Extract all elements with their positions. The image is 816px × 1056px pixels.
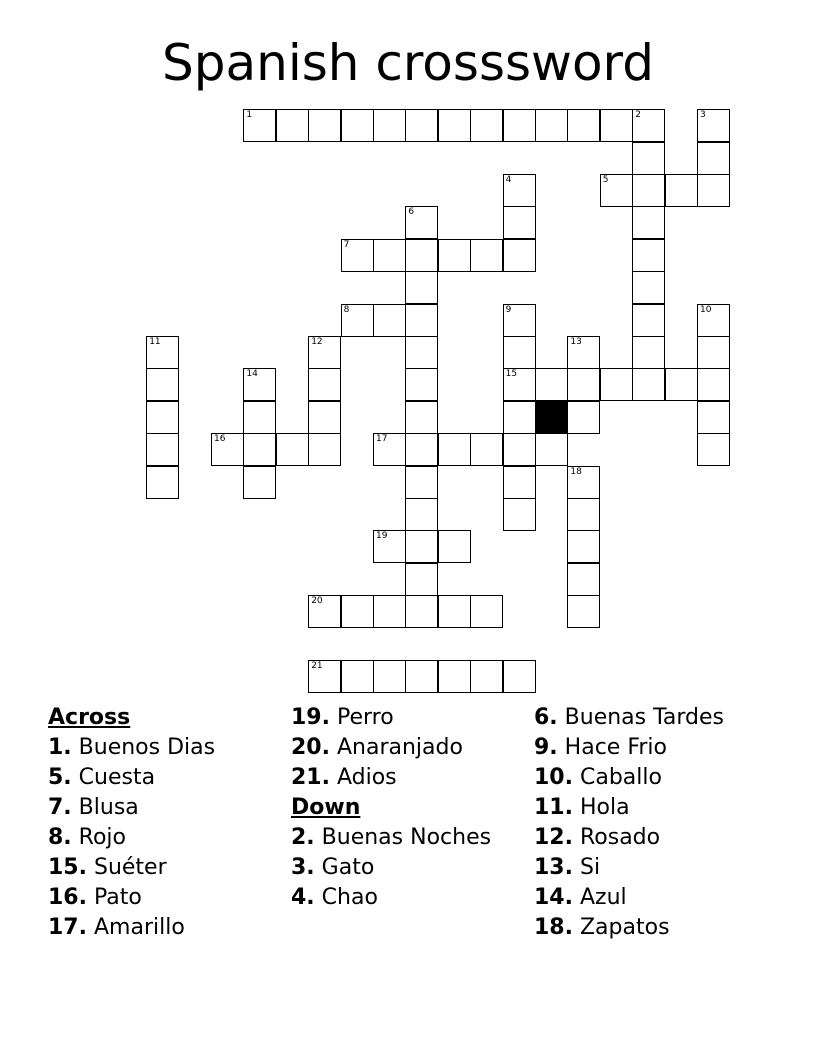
grid-cell[interactable] <box>308 660 341 693</box>
clue-number-label: 5. <box>48 765 72 790</box>
grid-cell[interactable] <box>567 368 600 401</box>
grid-cell[interactable] <box>503 206 536 239</box>
clue-number: 9 <box>505 304 512 315</box>
grid-cell[interactable] <box>146 433 179 466</box>
grid-cell[interactable] <box>405 498 438 531</box>
clue-item <box>48 793 284 823</box>
grid-cell[interactable] <box>600 368 633 401</box>
grid-cell[interactable] <box>697 336 730 369</box>
grid-cell[interactable] <box>503 401 536 434</box>
clue-text: Hace Frio <box>557 735 667 760</box>
clue-text: Amarillo <box>86 915 185 940</box>
clue-text: Perro <box>329 705 394 730</box>
grid-cell[interactable] <box>308 595 341 628</box>
clue-number-label: 9. <box>534 735 558 760</box>
grid-cell[interactable] <box>632 206 665 239</box>
grid-cell[interactable] <box>405 466 438 499</box>
grid-cell[interactable] <box>438 530 471 563</box>
clue-item <box>534 883 770 913</box>
clue-number-label: 4. <box>291 885 315 910</box>
clue-item <box>534 763 770 793</box>
clue-number-label: 7. <box>48 795 72 820</box>
clue-number: 16 <box>214 434 226 445</box>
clue-item <box>291 733 527 763</box>
across-clue-list <box>48 733 284 943</box>
grid-cell[interactable] <box>308 109 341 142</box>
grid-cell[interactable] <box>438 433 471 466</box>
grid-cell[interactable] <box>308 401 341 434</box>
clue-number-label: 20. <box>291 735 330 760</box>
grid-cell[interactable] <box>567 109 600 142</box>
grid-cell[interactable] <box>243 433 276 466</box>
grid-cell[interactable] <box>632 271 665 304</box>
grid-cell[interactable] <box>276 433 309 466</box>
clue-number-label: 10. <box>534 765 573 790</box>
clue-number: 2 <box>635 110 641 121</box>
grid-cell[interactable] <box>503 304 536 337</box>
grid-cell[interactable] <box>373 530 406 563</box>
grid-cell[interactable] <box>438 109 471 142</box>
clue-text: Rosado <box>572 825 661 850</box>
grid-cell[interactable] <box>632 142 665 175</box>
grid-cell[interactable] <box>405 109 438 142</box>
clue-text: Anaranjado <box>329 735 463 760</box>
grid-cell[interactable] <box>243 466 276 499</box>
grid-cell[interactable] <box>146 401 179 434</box>
grid-cell[interactable] <box>341 109 374 142</box>
grid-cell[interactable] <box>405 271 438 304</box>
clue-item <box>534 703 770 733</box>
grid-cell[interactable] <box>632 239 665 272</box>
clue-number: 1 <box>246 110 253 121</box>
grid-cell[interactable] <box>600 109 633 142</box>
grid-cell[interactable] <box>503 174 536 207</box>
grid-cell[interactable] <box>632 368 665 401</box>
clue-number: 4 <box>505 175 512 185</box>
clue-number: 21 <box>311 661 323 671</box>
grid-cell[interactable] <box>438 595 471 628</box>
clue-item <box>291 883 527 913</box>
clue-number-label: 8. <box>48 825 72 850</box>
clue-number: 11 <box>149 337 161 347</box>
grid-cell[interactable] <box>373 433 406 466</box>
grid-cell[interactable] <box>535 433 568 466</box>
grid-cell[interactable] <box>405 401 438 434</box>
grid-cell[interactable] <box>665 174 698 207</box>
grid-cell[interactable] <box>405 368 438 401</box>
clue-number-label: 15. <box>48 855 87 880</box>
page-title: Spanish crosssword <box>162 34 654 92</box>
clue-item <box>291 763 527 793</box>
clue-column-2 <box>291 703 527 913</box>
grid-cell[interactable] <box>405 433 438 466</box>
grid-cell[interactable] <box>373 109 406 142</box>
grid-cell[interactable] <box>503 239 536 272</box>
clue-number-label: 2. <box>291 825 315 850</box>
grid-cell[interactable] <box>373 595 406 628</box>
clue-number: 14 <box>246 369 258 380</box>
clue-number: 20 <box>311 596 323 607</box>
clue-text: Buenas Tardes <box>557 705 725 730</box>
grid-cell[interactable] <box>535 368 568 401</box>
grid-cell[interactable] <box>405 563 438 596</box>
grid-cell[interactable] <box>308 336 341 369</box>
grid-cell[interactable] <box>146 368 179 401</box>
grid-cell[interactable] <box>405 336 438 369</box>
clue-item <box>534 823 770 853</box>
clue-text: Chao <box>314 885 378 910</box>
clue-column-3 <box>534 703 770 943</box>
grid-cell[interactable] <box>503 433 536 466</box>
grid-cell[interactable] <box>697 109 730 142</box>
grid-cell[interactable] <box>567 498 600 531</box>
down-clue-list <box>291 823 527 913</box>
grid-cell[interactable] <box>470 239 503 272</box>
clue-number: 17 <box>376 434 388 445</box>
grid-cell[interactable] <box>243 368 276 401</box>
grid-cell[interactable] <box>697 304 730 337</box>
clue-number-label: 21. <box>291 765 330 790</box>
grid-cell[interactable] <box>697 368 730 401</box>
clue-number-label: 17. <box>48 915 87 940</box>
grid-cell[interactable] <box>567 595 600 628</box>
grid-cell[interactable] <box>470 109 503 142</box>
grid-cell[interactable] <box>211 433 244 466</box>
grid-cell[interactable] <box>632 304 665 337</box>
grid-cell[interactable] <box>503 109 536 142</box>
clue-number: 6 <box>408 207 415 218</box>
grid-cell[interactable] <box>503 466 536 499</box>
clue-item <box>48 763 284 793</box>
grid-cell[interactable] <box>341 239 374 272</box>
grid-cell[interactable] <box>503 660 536 693</box>
clue-number: 3 <box>700 110 706 121</box>
grid-cell[interactable] <box>405 304 438 337</box>
grid-cell[interactable] <box>503 498 536 531</box>
grid-cell[interactable] <box>567 563 600 596</box>
grid-cell[interactable] <box>567 466 600 499</box>
grid-cell[interactable] <box>665 368 698 401</box>
clue-item <box>291 853 527 883</box>
clue-text: Si <box>572 855 601 880</box>
grid-cell[interactable] <box>405 660 438 693</box>
grid-cell[interactable] <box>405 530 438 563</box>
clue-number: 13 <box>570 337 582 347</box>
clue-text: Cuesta <box>71 765 156 790</box>
grid-cell[interactable] <box>632 109 665 142</box>
grid-cell[interactable] <box>405 206 438 239</box>
grid-cell[interactable] <box>470 660 503 693</box>
grid-cell[interactable] <box>276 109 309 142</box>
clue-text: Azul <box>572 885 627 910</box>
grid-cell[interactable] <box>146 336 179 369</box>
grid-cell[interactable] <box>438 239 471 272</box>
clue-number-label: 14. <box>534 885 573 910</box>
clue-text: Adios <box>329 765 397 790</box>
grid-cell[interactable] <box>243 109 276 142</box>
clue-text: Caballo <box>572 765 662 790</box>
clue-number: 10 <box>700 304 712 315</box>
grid-cell[interactable] <box>308 368 341 401</box>
clue-number: 7 <box>343 239 350 250</box>
clue-number: 12 <box>311 337 323 347</box>
grid-cell[interactable] <box>632 336 665 369</box>
grid-cell[interactable] <box>567 530 600 563</box>
clue-item <box>291 703 527 733</box>
grid-cell[interactable] <box>697 401 730 434</box>
clue-number-label: 12. <box>534 825 573 850</box>
across-heading: Across <box>48 705 131 730</box>
grid-cell[interactable] <box>373 304 406 337</box>
grid-cell[interactable] <box>341 304 374 337</box>
grid-cell[interactable] <box>373 239 406 272</box>
clue-item <box>291 823 527 853</box>
grid-cell[interactable] <box>567 401 600 434</box>
clue-number-label: 6. <box>534 705 558 730</box>
clue-item <box>48 853 284 883</box>
grid-cell[interactable] <box>470 595 503 628</box>
clue-text: Buenos Dias <box>71 735 216 760</box>
clue-item <box>48 913 284 943</box>
grid-cell[interactable] <box>243 401 276 434</box>
grid-cell[interactable] <box>373 660 406 693</box>
clue-item <box>534 793 770 823</box>
clue-text: Buenas Noches <box>314 825 492 850</box>
grid-cell[interactable] <box>308 433 341 466</box>
grid-cell[interactable] <box>503 368 536 401</box>
grid-cell[interactable] <box>405 239 438 272</box>
grid-cell[interactable] <box>405 595 438 628</box>
clue-item <box>48 883 284 913</box>
clue-number-label: 1. <box>48 735 72 760</box>
down-heading: Down <box>291 795 361 820</box>
down-clue-list-continued <box>534 703 770 943</box>
clue-item <box>48 823 284 853</box>
clue-text: Gato <box>314 855 375 880</box>
clue-text: Rojo <box>71 825 126 850</box>
grid-cell[interactable] <box>697 433 730 466</box>
clue-number-label: 3. <box>291 855 315 880</box>
grid-block-cell <box>535 401 568 434</box>
grid-cell[interactable] <box>535 109 568 142</box>
clue-text: Zapatos <box>572 915 670 940</box>
clue-item <box>534 913 770 943</box>
clue-text: Hola <box>572 795 630 820</box>
grid-cell[interactable] <box>632 174 665 207</box>
grid-cell[interactable] <box>503 336 536 369</box>
clue-number: 5 <box>602 175 609 185</box>
grid-cell[interactable] <box>146 466 179 499</box>
grid-cell[interactable] <box>697 174 730 207</box>
clue-text: Blusa <box>71 795 139 820</box>
grid-cell[interactable] <box>341 595 374 628</box>
clue-number: 19 <box>376 531 388 542</box>
grid-cell[interactable] <box>341 660 374 693</box>
clue-item <box>48 733 284 763</box>
clue-number-label: 16. <box>48 885 87 910</box>
clue-number: 15 <box>505 369 518 380</box>
grid-cell[interactable] <box>438 660 471 693</box>
clue-item <box>534 853 770 883</box>
clue-number: 8 <box>343 304 350 315</box>
clue-item <box>534 733 770 763</box>
clue-number-label: 19. <box>291 705 330 730</box>
clue-number: 18 <box>570 466 582 477</box>
grid-cell[interactable] <box>600 174 633 207</box>
grid-cell[interactable] <box>567 336 600 369</box>
clue-text: Suéter <box>86 855 167 880</box>
across-clue-list-continued <box>291 703 527 793</box>
clue-text: Pato <box>86 885 142 910</box>
grid-cell[interactable] <box>697 142 730 175</box>
clue-number-label: 13. <box>534 855 573 880</box>
clue-number-label: 18. <box>534 915 573 940</box>
clue-number-label: 11. <box>534 795 573 820</box>
clue-column-1 <box>48 703 284 943</box>
grid-cell[interactable] <box>470 433 503 466</box>
